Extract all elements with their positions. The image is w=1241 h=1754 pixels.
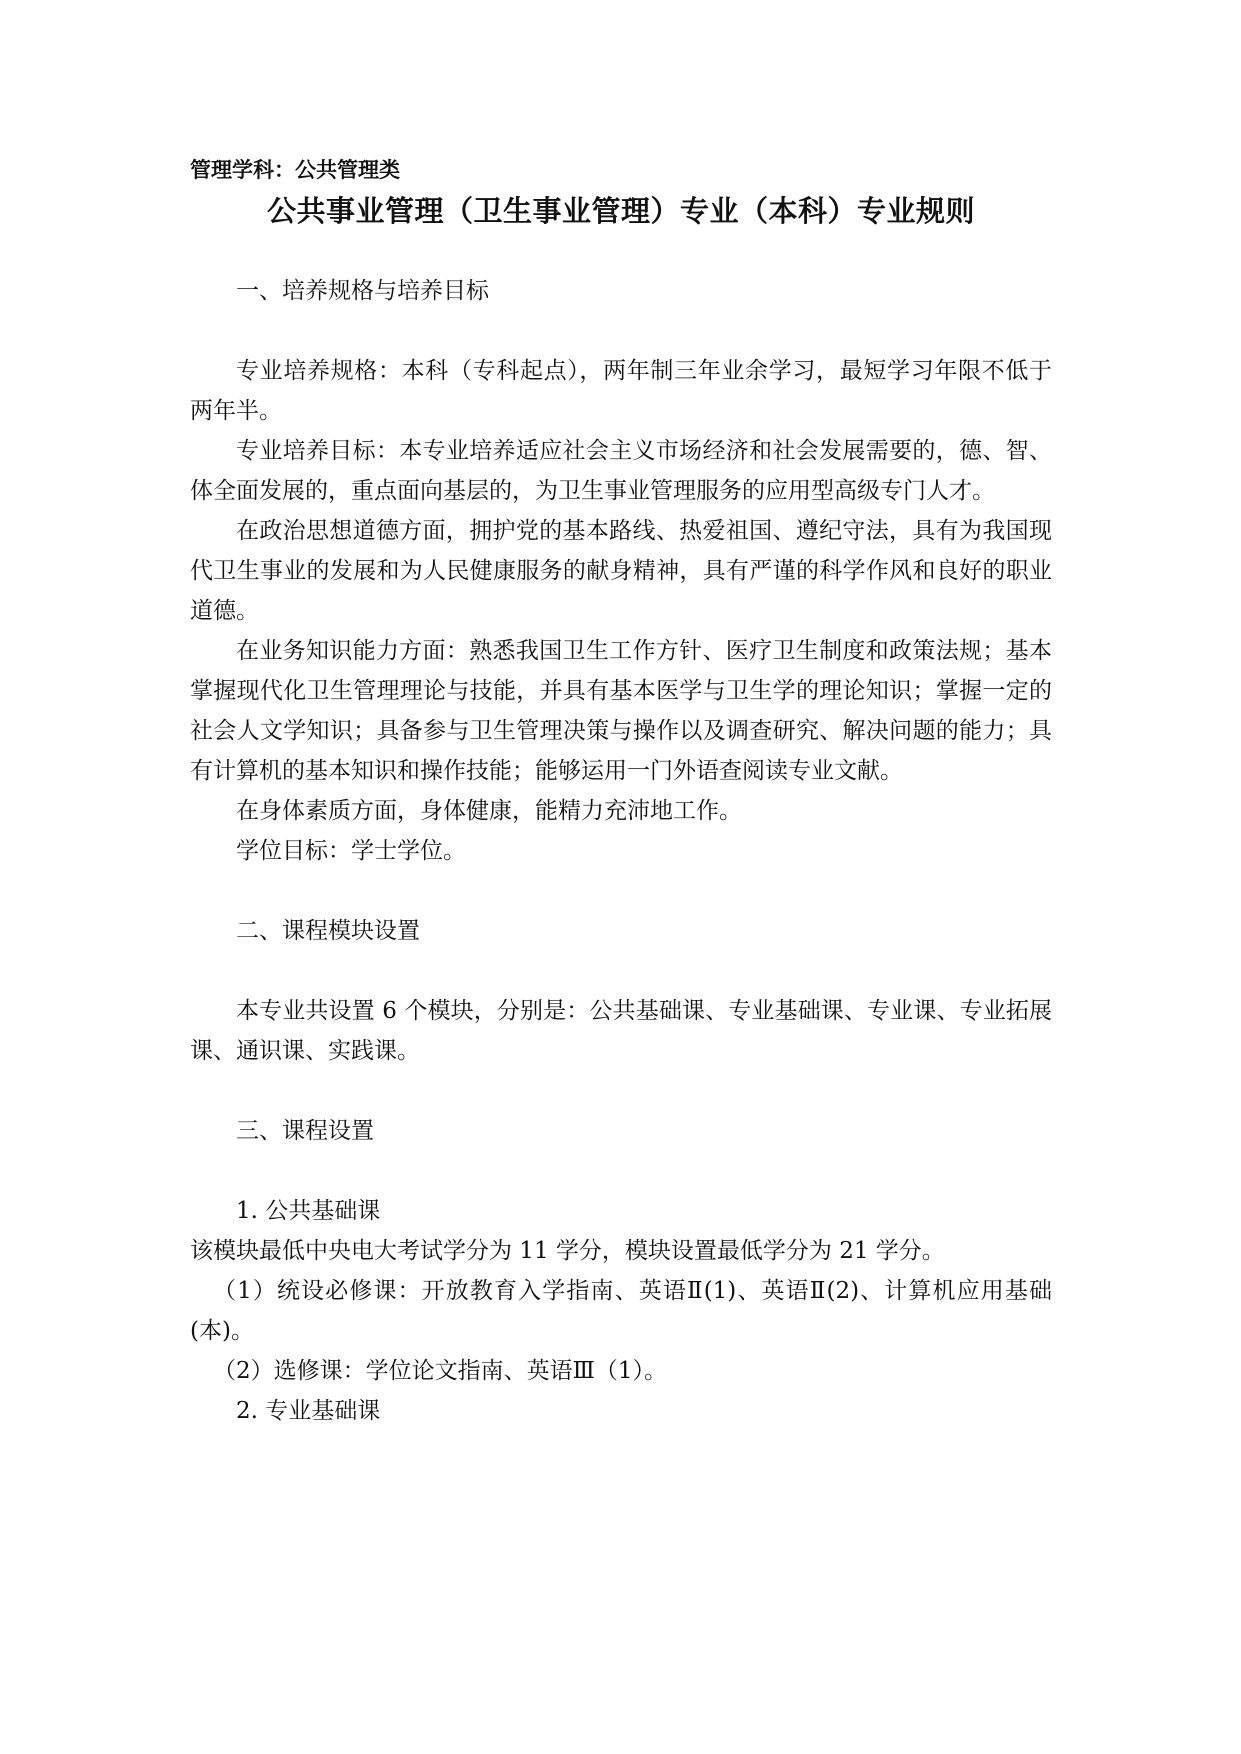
paragraph-spec: 专业培养规格：本科（专科起点），两年制三年业余学习，最短学习年限不低于两年半。 (190, 358, 1052, 424)
paragraph-modules: 本专业共设置 6 个模块，分别是：公共基础课、专业基础课、专业课、专业拓展课、通识课、实践课。 (190, 998, 1052, 1064)
paragraph-elective-courses: （2）选修课：学位论文指南、英语Ⅲ（1）。 (213, 1358, 667, 1384)
section-heading-modules: 二、课程模块设置 (236, 918, 420, 944)
paragraph-public-credits: 该模块最低中央电大考试学分为 11 学分，模块设置最低学分为 21 学分。 (190, 1238, 945, 1264)
subsection-title-public-basics: 1. 公共基础课 (236, 1198, 381, 1224)
document-body (190, 155, 1052, 1431)
section-heading-training: 一、培养规格与培养目标 (236, 278, 489, 304)
paragraph-required-courses: （1）统设必修课：开放教育入学指南、英语Ⅱ(1)、英语Ⅱ(2)、计算机应用基础(本)。 (190, 1278, 1052, 1344)
paragraph-physical: 在身体素质方面，身体健康，能精力充沛地工作。 (236, 798, 742, 824)
page-title: 公共事业管理（卫生事业管理）专业（本科）专业规则 (266, 194, 975, 228)
subsection-title-major-basics: 2. 专业基础课 (236, 1398, 381, 1424)
paragraph-degree: 学位目标：学士学位。 (236, 838, 466, 864)
paragraph-knowledge: 在业务知识能力方面：熟悉我国卫生工作方针、医疗卫生制度和政策法规；基本掌握现代化卫生管理理论与技能，并具有基本医学与卫生学的理论知识；掌握一定的社会人文学知识；具备参与卫生管理决策与操作以及调查研究、解决问题的能力；具有计算机的基本知识和操作技能；能够运用一门外语查阅读专业文献。 (190, 638, 1052, 784)
paragraph-goal: 专业培养目标：本专业培养适应社会主义市场经济和社会发展需要的，德、智、体全面发展的，重点面向基层的，为卫生事业管理服务的应用型高级专门人才。 (190, 438, 1052, 504)
section-heading-courses: 三、课程设置 (236, 1118, 374, 1144)
category-label: 管理学科：公共管理类 (190, 158, 400, 182)
paragraph-political: 在政治思想道德方面，拥护党的基本路线、热爱祖国、遵纪守法，具有为我国现代卫生事业的发展和为人民健康服务的献身精神，具有严谨的科学作风和良好的职业道德。 (190, 518, 1052, 624)
